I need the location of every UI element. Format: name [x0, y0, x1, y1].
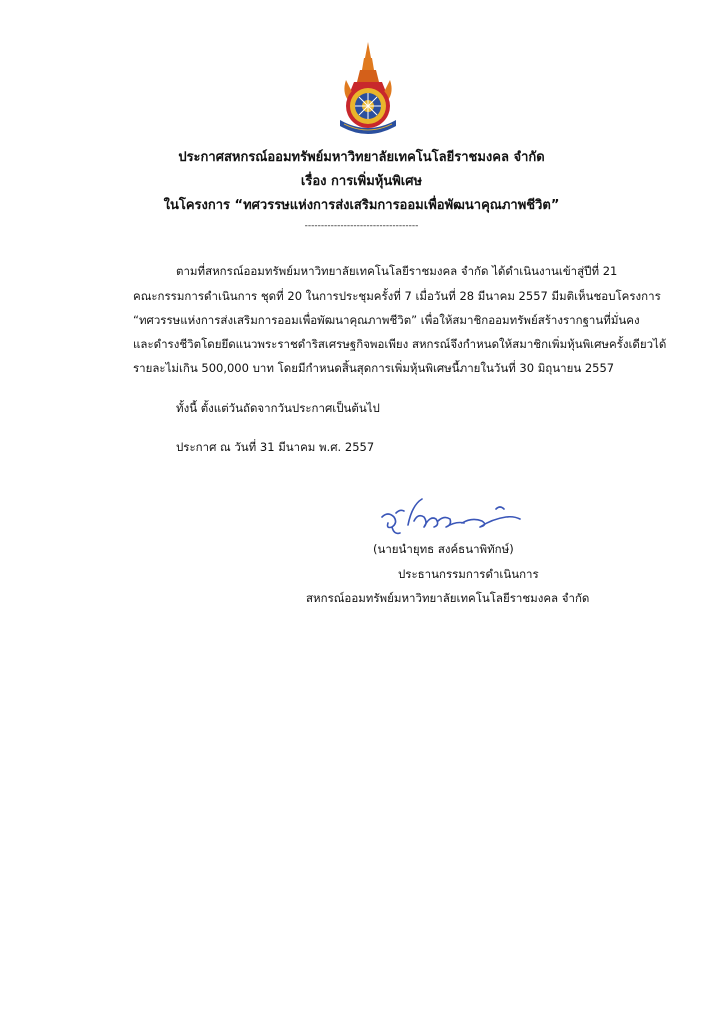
university-emblem-logo	[334, 40, 402, 140]
signatory-organization: สหกรณ์ออมทรัพย์มหาวิทยาลัยเทคโนโลยีราชมงคล จำกัด	[306, 591, 590, 605]
body-paragraph-line: “ทศวรรษแห่งการส่งเสริมการออมเพื่อพัฒนาคุณภาพชีวิต” เพื่อให้สมาชิกออมทรัพย์สร้างรากฐานที่มั่นคง	[133, 313, 640, 327]
signatory-name: (นายนำยุทธ สงค์ธนาพิทักษ์)	[373, 542, 514, 556]
body-paragraph-line: รายละไม่เกิน 500,000 บาท โดยมีกำหนดสิ้นสุดการเพิ่มหุ้นพิเศษนี้ภายในวันที่ 30 มิถุนายน 2557	[133, 361, 615, 375]
announcement-title: ประกาศสหกรณ์ออมทรัพย์มหาวิทยาลัยเทคโนโลยีราชมงคล จำกัด	[178, 150, 545, 165]
header-divider: -----------------------------------	[304, 221, 419, 231]
handwritten-signature	[378, 495, 528, 543]
announcement-date: ประกาศ ณ วันที่ 31 มีนาคม พ.ศ. 2557	[176, 440, 375, 454]
body-paragraph-line: ตามที่สหกรณ์ออมทรัพย์มหาวิทยาลัยเทคโนโลยีราชมงคล จำกัด ได้ดำเนินงานเข้าสู่ปีที่ 21	[176, 264, 618, 278]
effective-date-statement: ทั้งนี้ ตั้งแต่วันถัดจากวันประกาศเป็นต้นไป	[176, 401, 380, 415]
body-paragraph-line: และดำรงชีวิตโดยยึดแนวพระราชดำริสเศรษฐกิจพอเพียง สหกรณ์จึงกำหนดให้สมาชิกเพิ่มหุ้นพิเศษครั้งเดียวได้	[133, 337, 667, 351]
signatory-position: ประธานกรรมการดำเนินการ	[398, 567, 539, 581]
body-paragraph-line: คณะกรรมการดำเนินการ ชุดที่ 20 ในการประชุมครั้งที่ 7 เมื่อวันที่ 28 มีนาคม 2557 มีมติเห็นชอบโครงการ	[133, 289, 661, 303]
announcement-subject: เรื่อง การเพิ่มหุ้นพิเศษ	[300, 174, 423, 189]
project-title: ในโครงการ “ทศวรรษแห่งการส่งเสริมการออมเพื่อพัฒนาคุณภาพชีวิต”	[163, 198, 560, 213]
